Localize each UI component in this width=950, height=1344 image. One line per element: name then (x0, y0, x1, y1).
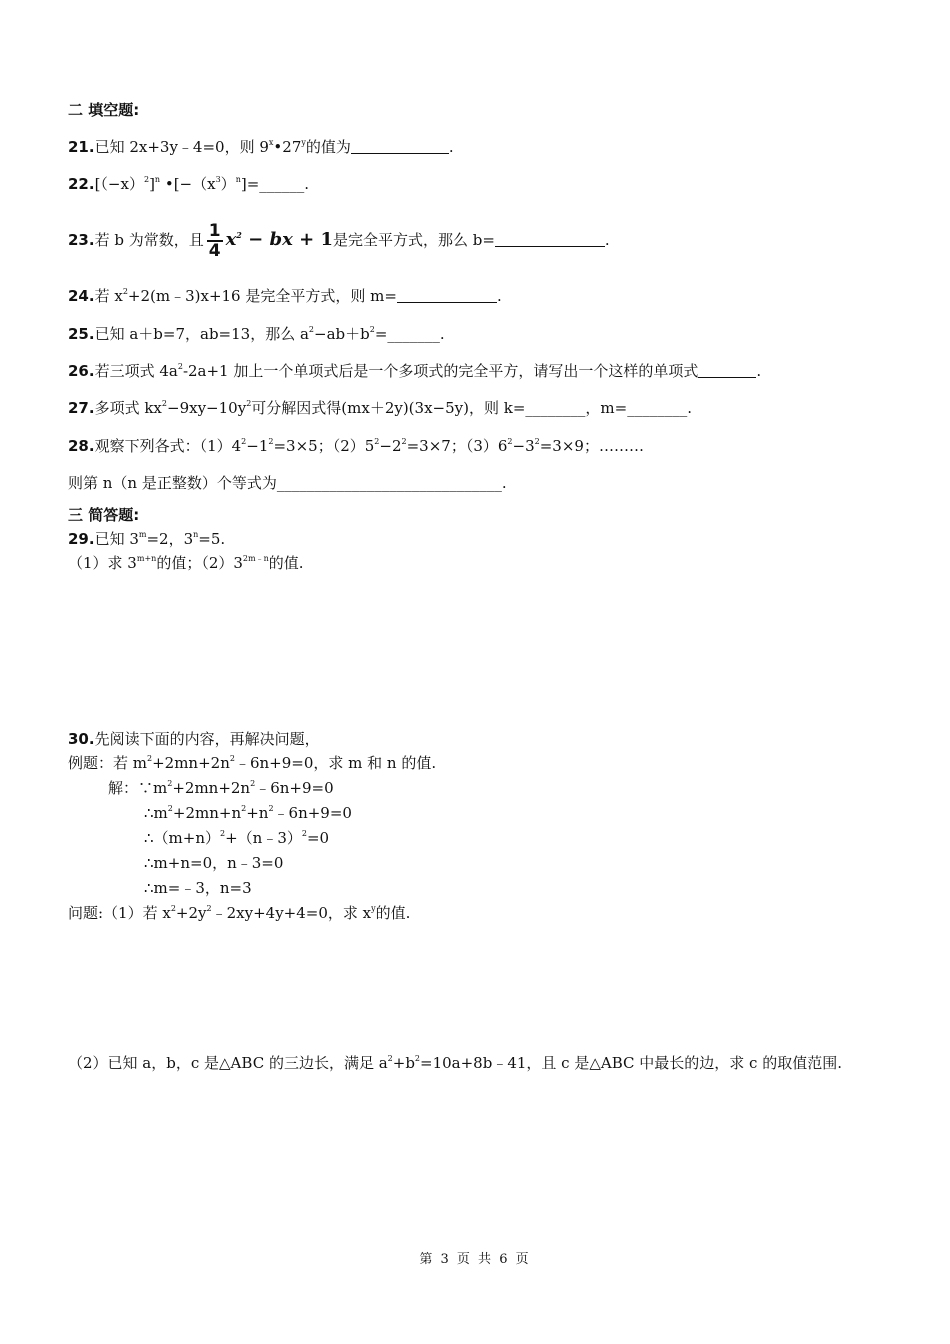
question-26: 26.若三项式 $4a^2-2a+1$ 加上一个单项式后是一个多项式的完全平方，请写出一个这样的单项式 . (68, 362, 762, 380)
answer-blank[interactable] (698, 362, 756, 378)
answer-blank[interactable] (397, 287, 497, 303)
section-title-fill-in: 二 填空题: (68, 101, 140, 119)
page-footer: 第 3 页 共 6 页 (419, 1252, 531, 1267)
solution-step-3: $\therefore(m+n)^2+(n﹣3)^2=0$ (144, 829, 330, 847)
question-27: 27.多项式 $kx^2-9xy-10y^2$可分解因式得(mx＋2y)(3x−5y)，则 k=________，m=________. (68, 399, 692, 417)
question-25: 25.已知 a＋b=7，ab=13，那么 $a^2-ab+b^2=\_\_\_\_\_\_\_$. (68, 325, 445, 343)
question-number: 25. (68, 325, 95, 343)
fraction-one-quarter: $\frac{1}{4}$ (208, 221, 221, 261)
question-29-parts: （1）求 $3^{m+n}$的值；$(2)3^{2m﹣n}$的值. (68, 554, 304, 572)
question-23: 23.若 b 为常数，且 $\frac{1}{4}$ $x^2$ − bx + 1是完全平方式，那么 b= . (68, 221, 610, 261)
section-title-short-answer: 三 简答题: (68, 506, 140, 524)
question-number: 30. (68, 730, 95, 748)
question-29: 29.已知 $3^m=2$，$3^n=5$. (68, 530, 226, 548)
question-number: 29. (68, 530, 95, 548)
question-30-part-2: （2）已知 a，b，c 是△ABC 的三边长，满足 $a^2+b^2=10a+8b﹣41$，且 c 是△ABC 中最长的边，求 c 的取值范围. (68, 1054, 842, 1072)
question-22: $22.[(-x)^2]^n$ $•[-(x^3)^n]=\_\_\_\_\_\_$. (68, 175, 310, 193)
solution-step-2: $\therefore m^2+2mn+n^2+n^2﹣6n+9=0$ (144, 804, 352, 822)
question-30: 30.先阅读下面的内容，再解决问题， (68, 730, 320, 748)
example-problem: 例题：若 $m^2+2mn+2n^2﹣6n+9=0$，求 m 和 n 的值. (68, 754, 437, 772)
solution-step-5: ∴m=﹣3，n=3 (144, 879, 252, 897)
question-28: 28.观察下列各式：$(1)4^2-1^2=3\times 5$；$(2)5^2-2^2=3\times 7$；$(3)6^2-3^2=3\times 9$；……… (68, 437, 644, 455)
solution-step-1: 解：$\because m^2+2mn+2n^2﹣6n+9=0$ (108, 779, 334, 797)
question-24: 24.若 $x^2+2(m﹣3)x+16$ 是完全平方式，则 m= . (68, 287, 502, 305)
solution-step-4: ∴m+n=0，n﹣3=0 (144, 854, 284, 872)
question-number: 21. (68, 138, 95, 156)
question-number: 24. (68, 287, 95, 305)
question-number: 26. (68, 362, 95, 380)
question-28-line2: 则第 n（n 是正整数）个等式为______________________________. (68, 474, 507, 492)
answer-blank[interactable] (351, 138, 449, 154)
question-number: 27. (68, 399, 95, 417)
question-number: 28. (68, 437, 95, 455)
question-30-part-1: 问题:（1）若 $x^2+2y^2﹣2xy+4y+4=0$，求 $x^y$的值. (68, 904, 411, 922)
answer-blank[interactable] (495, 231, 605, 247)
question-number: 22. (68, 175, 95, 193)
question-number: 23. (68, 231, 95, 249)
question-21: 21.已知 2x+3y﹣4=0，则 9$^x$•27$^y$的值为 . (68, 138, 454, 156)
math-expression: $x^2$ − bx + 1 (225, 229, 333, 250)
